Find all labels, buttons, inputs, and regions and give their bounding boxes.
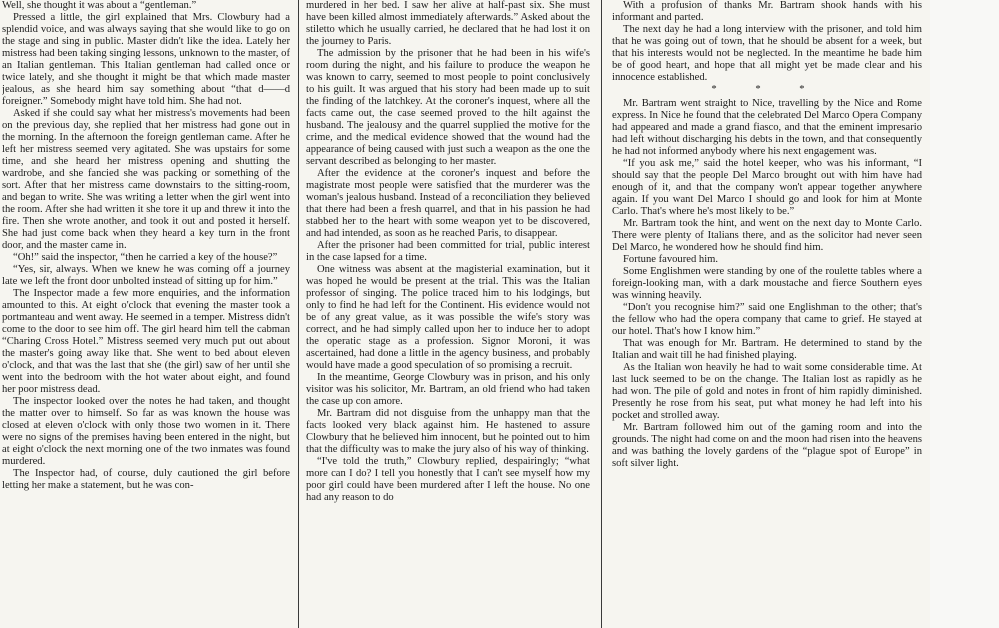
- column-rule-2: [601, 0, 602, 628]
- paragraph: Mr. Bartram took the hint, and went on the next day to Monte Carlo. There were plenty of Italians there, and as the solicitor had never seen Del Marco, he wondered how he should find him.: [612, 218, 922, 253]
- paragraph: With a profusion of thanks Mr. Bartram shook hands with his informant and parted.: [612, 0, 922, 23]
- column-2: [306, 0, 590, 628]
- paragraph: The Inspector had, of course, duly cautioned the girl before letting her make a statement, but he was con-: [2, 468, 290, 491]
- page-margin: [930, 0, 999, 628]
- column-1: [2, 0, 290, 628]
- paragraph: The admission by the prisoner that he had been in his wife's room during the night, and his failure to produce the weapon he was known to carry, seemed to most people to point conclusively to his guilt. It was argued that his story had been made up to suit the finding of the latchkey. At the coroner's inquest, where all the facts came out, the case seemed proved to the hilt against the husband. The jealousy and the quarrel supplied the motive for the crime, and the medical evidence showed that the wound had the appearance of being caused with just such a weapon as the one the servant described as belonging to her master.: [306, 48, 590, 167]
- paragraph: “Oh!” said the inspector, “then he carried a key of the house?”: [13, 252, 278, 263]
- paragraph: Well, she thought it was about a “gentleman.”: [2, 0, 197, 11]
- paragraph: Mr. Bartram did not disguise from the unhappy man that the facts looked very black against him. He hastened to assure Clowbury that he believed him innocent, but he pointed out to him that the difficulty was to make the jury also of his way of thinking.: [306, 408, 590, 455]
- paragraph: Pressed a little, the girl explained that Mrs. Clowbury had a splendid voice, and was always saying that she would like to go on the stage and sing in public. Master didn't like the idea. Lately her mistress had been taking singing lessons, unknown to the master, of an Italian gentleman. This Italian gentleman had called once or twice lately, and she thought it might be that which made master jealous, as she heard him say something about “that d——d foreigner.” Somebody might have told him. She had not.: [2, 12, 290, 107]
- paragraph: The Inspector made a few more enquiries, and the information amounted to this. At eight o'clock that evening the master took a portmanteau and went away. He seemed in a temper. Mistress didn't come to the door to see him off. The girl heard him tell the cabman “Charing Cross Hotel.” Mistress seemed very much put out about the master's going away like that. She went to bed about eleven o'clock, and that was the last that she (the girl) saw of her until she went into the bedroom with the hot water about eight, and found her poor mistress dead.: [2, 288, 290, 395]
- paragraph: The inspector looked over the notes he had taken, and thought the matter over to himself. So far as was known the house was closed at eleven o'clock with only those two women in it. There were no signs of the premises having been entered in the night, but at eight o'clock the next morning one of the two inmates was found murdered.: [2, 396, 290, 467]
- paragraph: After the evidence at the coroner's inquest and before the magistrate most people were satisfied that the murderer was the woman's jealous husband. Instead of a reconciliation they believed that there had been a fresh quarrel, and that in his passion he had stabbed her to the heart with some weapon yet to be discovered, and had intended, as soon as he reached Paris, to disappear.: [306, 168, 590, 239]
- paragraph: Mr. Bartram followed him out of the gaming room and into the grounds. The night had come on and the moon had risen into the heavens and was bathing the lovely gardens of the “plague spot of Europe” in soft silver light.: [612, 422, 922, 469]
- column-3: [612, 0, 922, 628]
- paragraph: Fortune favoured him.: [623, 254, 719, 265]
- paragraph: Some Englishmen were standing by one of the roulette tables where a foreign-looking man, with a dark moustache and fierce Southern eyes was winning heavily.: [612, 266, 922, 301]
- paragraph: The next day he had a long interview with the prisoner, and told him that he was going out of town, that he should be absent for a week, but that his interests would not be neglected. In the meantime he bade him be of good heart, and hope that all might yet be made clear and his innocence established.: [612, 24, 922, 83]
- paragraph: murdered in her bed. I saw her alive at half-past six. She must have been killed almost immediately afterwards.” Asked about the stiletto which he usually carried, he declared that he had lost it on the journey to Paris.: [306, 0, 590, 47]
- paragraph: Mr. Bartram went straight to Nice, travelling by the Nice and Rome express. In Nice he found that the celebrated Del Marco Opera Company had appeared and made a grand fiasco, and that the eminent impresario had left without discharging his debts in the town, and that consequently he had not informed anybody where his next engagement was.: [612, 98, 922, 157]
- column-rule-1: [298, 0, 299, 628]
- paragraph: As the Italian won heavily he had to wait some considerable time. At last luck seemed to be on the change. The Italian lost as rapidly as he had won. The pile of gold and notes in front of him rapidly diminished. Presently he rose from his seat, put what money he had left into his pocket and strolled away.: [612, 362, 922, 421]
- paragraph: After the prisoner had been committed for trial, public interest in the case lapsed for a time.: [306, 240, 590, 263]
- section-separator: * * *: [711, 84, 823, 95]
- paragraph: One witness was absent at the magisterial examination, but it was hoped he would be present at the trial. This was the Italian professor of singing. The police traced him to his lodgings, but only to find he had left for the Continent. His evidence would not be of any great value, as it was possible the wife's story was correct, and he had simply called upon her to induce her to adopt the operatic stage as a profession. Signor Moroni, it was ascertained, had done a little in the agency business, and probably would have made a good speculation of so promising a recruit.: [306, 264, 590, 371]
- paragraph: In the meantime, George Clowbury was in prison, and his only visitor was his solicitor, Mr. Bartram, an old friend who had taken the case up con amore.: [306, 372, 590, 407]
- paragraph: That was enough for Mr. Bartram. He determined to stand by the Italian and wait till he had finished playing.: [612, 338, 922, 361]
- paragraph: Asked if she could say what her mistress's movements had been on the previous day, she replied that her mistress had gone out in the morning. In the afternoon the foreign gentleman came. After he left her mistress seemed very agitated. She was upstairs for some time, and she heard her mistress opening and shutting the wardrobe, and she fancied she was packing or something of the sort. After that her mistress came downstairs to the sitting-room, and began to write. She was writing a letter when the girl went into the room. After she had written it she tore it up and threw it into the fire. Then she wrote another, and took it out and posted it herself. She had just come back when they heard a key turn in the front door, and the master came in.: [2, 108, 290, 251]
- paragraph: “Don't you recognise him?” said one Englishman to the other; that's the fellow who had the opera company that came to grief. He stayed at our hotel. That's how I know him.”: [612, 302, 922, 337]
- paragraph: “If you ask me,” said the hotel keeper, who was his informant, “I should say that the people Del Marco brought out with him have had enough of it, and that the company won't appear together anywhere again. If you want Del Marco I should go and look for him at Monte Carlo. That's where he's most likely to be.”: [612, 158, 922, 217]
- paragraph: “Yes, sir, always. When we knew he was coming off a journey late we left the front door unbolted instead of sitting up for him.”: [2, 264, 290, 287]
- paragraph: “I've told the truth,” Clowbury replied, despairingly; “what more can I do? I tell you honestly that I can't see myself how my poor girl could have been murdered after I left the house. No one had any reason to do: [306, 456, 590, 503]
